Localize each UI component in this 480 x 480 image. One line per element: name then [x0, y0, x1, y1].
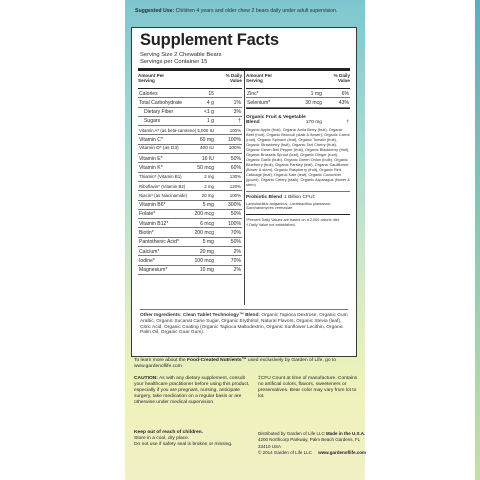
nutrient-row — [138, 89, 242, 98]
nutrient-amount: 2 mg — [204, 174, 214, 180]
nutrient-dv: † — [238, 118, 241, 125]
nutrient-name: Riboflavin* (Vitamin B2) — [139, 183, 186, 189]
nutrient-amount: 200 mcg — [194, 211, 214, 218]
nutrient-name: Dietary Fiber — [144, 109, 174, 116]
copyright: © 2014 Garden of Life LLC — [258, 450, 312, 456]
nutrient-row — [138, 266, 242, 275]
nutrient-dv: 2% — [233, 267, 241, 274]
cfu-note: ‡CFU Count at time of manufacture. Contains no artificial colors, flavors, sweeteners or preservatives. Bear color may vary from lot to lot. — [258, 376, 358, 400]
website-url: www.gardenoflife.com — [318, 450, 366, 456]
nutrient-row — [138, 201, 242, 210]
nutrient-dv: 100% — [227, 220, 241, 227]
dist-pre: Distributed by Garden of Life LLC — [258, 431, 327, 436]
nutrient-amount: 60 mg — [199, 137, 214, 144]
nutrients-right-column — [246, 71, 350, 228]
nutrient-name: Vitamin D* (as D3) — [139, 146, 179, 152]
nutrient-name: Vitamin A* (as beta-carotene) — [139, 127, 197, 133]
nutrient-amount: 2 mg — [204, 183, 214, 189]
nutrient-dv: 43% — [338, 99, 349, 106]
suggested-use — [135, 8, 360, 14]
serving-size: Serving Size 2 Chewable Bears — [140, 52, 222, 58]
nutrient-row — [138, 135, 242, 144]
dv-header: % Daily Value — [225, 73, 242, 83]
made-in-usa: Made in the U.S.A. — [326, 431, 366, 436]
fruit-veg-blend — [246, 115, 350, 126]
nutrient-name: Vitamin E* — [139, 155, 163, 162]
suggested-use-label: Suggested Use: — [135, 8, 175, 14]
nutrient-amount: 15 — [208, 90, 214, 97]
nutrient-amount: 5 mg — [202, 202, 214, 209]
learn-bold: Food-Created Nutrients™ — [187, 358, 247, 363]
nutrient-row — [138, 228, 242, 237]
nutrient-dv: 130% — [229, 174, 241, 180]
storage-warning — [134, 430, 252, 448]
nutrient-name: Calories — [139, 90, 158, 97]
nutrient-name: Thiamin* (Vitamin B1) — [139, 174, 182, 180]
dist-address: 4200 Northcorp Parkway, Palm Beach Gardens, FL 33410 USA — [258, 437, 361, 449]
learn-pre: To learn more about the — [134, 358, 188, 363]
nutrient-name: Vitamin B6* — [139, 202, 166, 209]
nutrient-amount: 200 mcg — [194, 230, 214, 237]
nutrient-amount: 20 mg — [199, 248, 214, 255]
nutrient-name: Zinc* — [247, 90, 259, 97]
nutrient-row — [138, 210, 242, 219]
panel-edge-stripe — [475, 0, 480, 480]
nutrient-row — [138, 247, 242, 256]
nutrient-name: Biotin* — [139, 230, 154, 237]
nutrient-dv: 100% — [228, 146, 241, 152]
caution-label: CAUTION: — [134, 376, 158, 381]
nutrient-dv: 100% — [229, 192, 241, 198]
nutrient-dv: 60% — [230, 164, 241, 171]
blend-dv: † — [346, 120, 349, 126]
nutrient-row — [138, 191, 242, 200]
caution-text: As with any dietary supplement, consult your healthcare practitioner before using this product, especially if you are pregnant, nursing, anticipate surgery, take medication on a regular basis or are otherwise under medical supervision. — [134, 376, 250, 406]
nutrient-dv: 1% — [233, 99, 241, 106]
learn-more — [134, 358, 360, 370]
nutrient-dv: 100% — [229, 127, 241, 133]
footnotes — [246, 218, 350, 228]
nutrient-amount: 100 mcg — [194, 257, 214, 264]
left-column-header — [138, 71, 242, 89]
nutrient-name: Vitamin K* — [139, 164, 163, 171]
nutrient-row — [246, 98, 350, 107]
column-divider — [244, 71, 245, 305]
probiotic-blend — [246, 195, 350, 202]
nutrient-dv: 50% — [230, 155, 241, 162]
nutrient-name: Iodine* — [139, 257, 155, 264]
nutrient-amount: 50 mcg — [197, 164, 214, 171]
nutrient-dv: 70% — [230, 230, 241, 237]
distributor — [258, 431, 366, 457]
nutrient-amount: 400 IU — [199, 146, 214, 152]
nutrient-row — [138, 98, 242, 107]
blend-rule — [246, 108, 350, 109]
nutrient-amount: 16 IU — [201, 155, 214, 162]
store-cool: Store in a cool, dry place. — [134, 436, 190, 442]
nutrient-name: Pantothenic Acid* — [139, 239, 179, 246]
facts-title: Supplement Facts — [140, 31, 279, 49]
blend-title: Organic Fruit & Vegetable Blend — [246, 114, 306, 126]
serving-info — [140, 52, 222, 66]
seal-warning: Do not use if safety seal is broken or missing. — [134, 442, 233, 448]
nutrient-amount: 1 mg — [310, 90, 322, 97]
nutrient-amount: 5 mg — [202, 239, 214, 246]
caution — [134, 376, 252, 406]
other-ingredients-label: Other Ingredients: Clean Tablet Technology™ Blend: — [140, 313, 261, 318]
keep-out-title: Keep out of reach of children. — [134, 430, 204, 435]
nutrient-amount: 6 mcg — [200, 220, 214, 227]
nutrient-dv: 2% — [233, 248, 241, 255]
nutrient-dv: 300% — [227, 202, 241, 209]
nutrient-row — [138, 173, 242, 182]
nutrient-name: Selenium* — [247, 99, 271, 106]
nutrient-amount: 30 mcg — [305, 99, 322, 106]
probiotic-qty: 1 Billion CFU‡ — [284, 194, 316, 200]
nutrient-row — [138, 182, 242, 191]
nutrient-dv: 3% — [233, 109, 241, 116]
probiotic-title: Probiotic Blend — [246, 194, 283, 200]
servings-per-container: Servings per Container 15 — [140, 59, 208, 65]
nutrient-dv: 6% — [341, 90, 349, 97]
right-column-header — [246, 71, 350, 89]
nutrient-amount: 20 mg — [201, 192, 214, 198]
nutrient-amount: 4 g — [206, 99, 214, 106]
nutrient-row — [138, 256, 242, 265]
nutrient-row — [138, 108, 242, 117]
nutrient-dv: 100% — [227, 137, 241, 144]
nutrient-row — [138, 238, 242, 247]
nutrient-name: Calcium* — [139, 248, 160, 255]
nutrient-name: Vitamin B12* — [139, 220, 169, 227]
nutrient-name: Sugars — [144, 118, 161, 125]
nutrient-row — [138, 219, 242, 228]
nutrient-row — [138, 126, 242, 135]
nutrient-row — [138, 163, 242, 172]
footnote-dv: *Percent Daily Values are based on a 2,000 calorie diet. — [246, 218, 340, 223]
nutrient-dv: 50% — [230, 239, 241, 246]
other-ingredients — [140, 309, 348, 336]
dv-header: % Daily Value — [333, 73, 350, 83]
nutrient-dv: 70% — [230, 257, 241, 264]
learn-post: used exclusively by Garden of Life, go to www.gardenoflife.com — [134, 358, 336, 370]
nutrient-row — [138, 145, 242, 154]
nutrient-name: Niacin* (as Niacinamide) — [139, 192, 188, 198]
amount-header: Amount Per Serving — [138, 73, 165, 83]
nutrient-name: Vitamin C* — [139, 137, 163, 144]
nutrient-row — [246, 89, 350, 98]
nutrient-name: Magnesium* — [139, 267, 168, 274]
nutrient-dv: 120% — [229, 183, 241, 189]
nutrient-name: Total Carbohydrate — [139, 99, 183, 106]
footnote-dagger: † Daily Value not established. — [246, 222, 296, 227]
right-nutrient-rows — [246, 89, 350, 108]
nutrient-dv: 50% — [230, 211, 241, 218]
amount-header: Amount Per Serving — [246, 73, 273, 83]
other-ingredients-text: Organic Tapioca Dextrose, Organic Gum Arabic, Organic Sucanat Cane Sugar, Organic Erythritol, Natural Flavors, Organic Stevia (leaf), Citric Acid, Organic Coating (Organic Tapioca Maltodextrin, Organic Sunflower Lecithin, Organic Palm Oil, Organic Guar Gum). — [140, 313, 348, 336]
suggested-use-text: Children 4 years and older chew 2 bears daily under adult supervision. — [175, 8, 338, 14]
probiotic-strains: Lactobacillus bulgaricus, Lactobacillus plantarum, Saccharomyces cerevisiae — [246, 202, 350, 216]
nutrient-amount: 1 g — [206, 118, 214, 125]
supplement-facts-box — [131, 27, 357, 357]
nutrient-amount: 5,000 IU — [197, 127, 214, 133]
nutrient-amount: <1 g — [203, 109, 214, 116]
left-nutrient-rows — [138, 89, 242, 275]
nutrient-name: Folate* — [139, 211, 156, 218]
nutrient-row — [138, 154, 242, 163]
nutrient-amount: 10 mg — [199, 267, 214, 274]
nutrient-row — [138, 117, 242, 126]
blend-ingredients: Organic Apple (fruit), Organic Amla Berry (fruit), Organic Beet (root), Organic Broccoli (stalk & flower), Organic Carrot (root), Organic Spinach (leaf), Organic Tomato (fruit), Organic Strawberry (fruit), Organic Tart Cherry (fruit), Organic Green Bell Pepper (fruit), Organic Blackberry (fruit), Organic Brussels Sprout (leaf), Organic Ginger (root), Organic Garlic (bulb), Organic Green Onion (bulb), Organic Blueberry (fruit), Organic Parsley (leaf), Organic Cauliflower (flower & stem), Organic Raspberry (fruit), Organic Red Cabbage (leaf), Organic Kale (leaf), Organic Cucumber (gourd), Organic Celery (stalk), Organic Asparagus (flower & stem) — [246, 127, 350, 192]
blend-qty: 170 mg — [305, 120, 322, 126]
nutrients-left-column — [138, 71, 242, 275]
